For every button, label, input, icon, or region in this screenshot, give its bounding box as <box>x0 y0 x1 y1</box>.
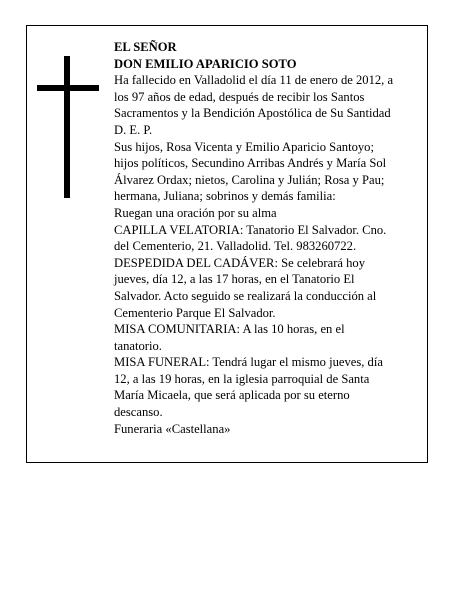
notice-line: Salvador. Acto seguido se realizará la conducción al <box>114 288 377 303</box>
notice-line: del Cementerio, 21. Valladolid. Tel. 983260722. <box>114 239 357 254</box>
notice-text <box>114 39 424 437</box>
notice-line: los 97 años de edad, después de recibir los Santos <box>114 89 365 104</box>
cross-horizontal-bar <box>37 85 99 91</box>
notice-line: DESPEDIDA DEL CADÁVER: Se celebrará hoy <box>114 255 366 270</box>
notice-line: MISA COMUNITARIA: A las 10 horas, en el <box>114 322 345 337</box>
funeral-home: Funeraria «Castellana» <box>114 421 231 436</box>
notice-line: D. E. P. <box>114 122 153 137</box>
notice-line: hijos políticos, Secundino Arribas Andrés y María Sol <box>114 156 387 171</box>
notice-line: hermana, Juliana; sobrinos y demás familia: <box>114 189 336 204</box>
notice-line: María Micaela, que será aplicada por su eterno <box>114 388 350 403</box>
notice-line: MISA FUNERAL: Tendrá lugar el mismo jueves, día <box>114 355 383 370</box>
notice-line: CAPILLA VELATORIA: Tanatorio El Salvador. Cno. <box>114 222 387 237</box>
notice-heading-title: EL SEÑOR <box>114 40 177 54</box>
notice-line: 12, a las 19 horas, en la iglesia parroquial de Santa <box>114 371 370 386</box>
deceased-name: DON EMILIO APARICIO SOTO <box>114 56 297 71</box>
latin-cross-icon <box>37 56 99 198</box>
obituary-notice <box>26 25 428 463</box>
notice-line: Ha fallecido en Valladolid el día 11 de enero de 2012, a <box>114 73 394 88</box>
notice-line: descanso. <box>114 405 163 420</box>
notice-line: Ruegan una oración por su alma <box>114 205 277 220</box>
notice-line: Sacramentos y la Bendición Apostólica de Su Santidad <box>114 106 391 121</box>
notice-line: tanatorio. <box>114 338 162 353</box>
notice-line: Álvarez Ordax; nietos, Carolina y Julián; Rosa y Pau; <box>114 172 385 187</box>
notice-line: Cementerio Parque El Salvador. <box>114 305 276 320</box>
notice-line: Sus hijos, Rosa Vicenta y Emilio Aparicio Santoyo; <box>114 139 374 154</box>
cross-vertical-bar <box>64 56 70 198</box>
notice-line: jueves, día 12, a las 17 horas, en el Tanatorio El <box>114 272 355 287</box>
